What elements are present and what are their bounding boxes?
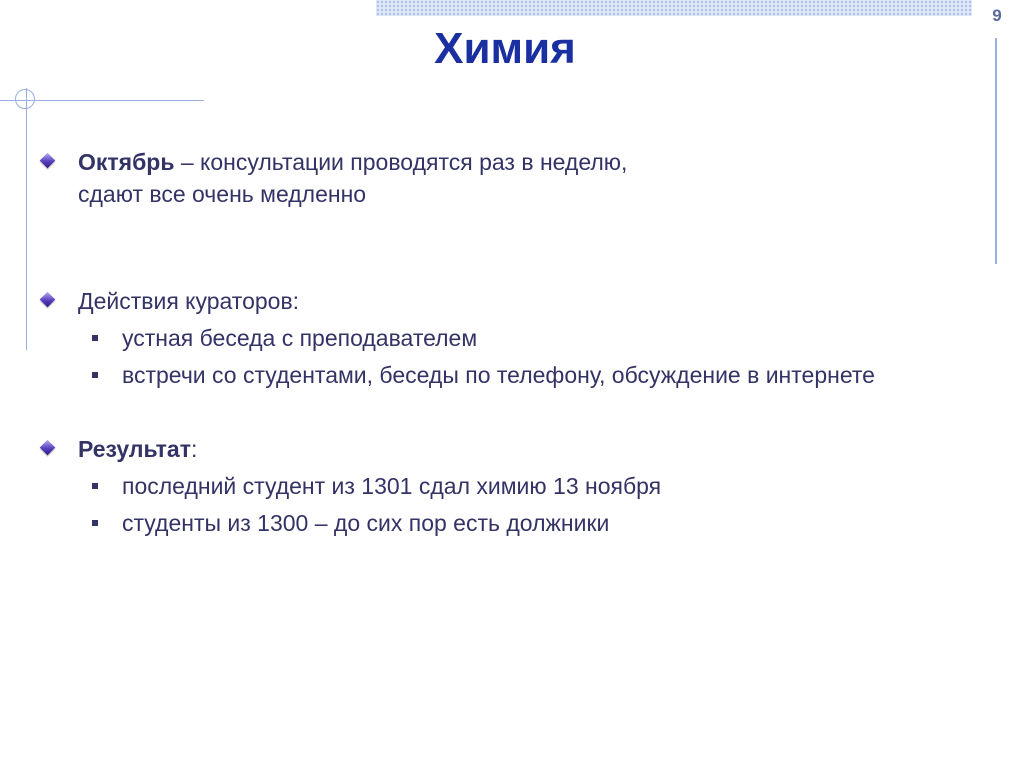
sub-bullet-item xyxy=(92,470,992,502)
sub-bullet-text: студенты из 1300 – до сих пор есть должники xyxy=(122,510,610,536)
square-bullet-icon xyxy=(92,483,98,489)
sub-bullet-text: последний студент из 1301 сдал химию 13 ноября xyxy=(122,473,662,499)
slide-title: Химия xyxy=(434,24,576,73)
bullet-october-line2: сдают все очень медленно xyxy=(78,181,367,207)
diamond-bullet-icon xyxy=(40,440,56,456)
sub-bullet-text: встречи со студентами, беседы по телефону, обсуждение в интернете xyxy=(122,362,875,388)
bullet-result-text xyxy=(78,433,972,465)
sub-bullet-text: устная беседа с преподавателем xyxy=(122,325,478,351)
bullet-result xyxy=(42,433,972,465)
diamond-bullet-icon xyxy=(40,153,56,169)
square-bullet-icon xyxy=(92,335,98,341)
bullet-october-text xyxy=(78,146,972,210)
square-bullet-icon xyxy=(92,520,98,526)
bullet-october-line1: – консультации проводятся раз в неделю, xyxy=(174,149,628,175)
square-bullet-icon xyxy=(92,372,98,378)
bullet-october-bold: Октябрь xyxy=(78,149,175,175)
bullet-result-colon: : xyxy=(190,436,198,462)
bullet-curator-actions-text: Действия кураторов: xyxy=(78,288,300,314)
vertical-rule xyxy=(26,88,27,350)
diamond-bullet-icon xyxy=(40,292,56,308)
sub-bullet-item xyxy=(92,359,992,391)
sub-bullet-item xyxy=(92,507,992,539)
sub-bullet-item xyxy=(92,322,992,354)
crosshair-circle-icon xyxy=(15,89,35,109)
bullet-october xyxy=(42,146,972,210)
bullet-result-bold: Результат xyxy=(78,436,191,462)
bullet-curator-actions xyxy=(42,285,972,317)
top-pattern-band xyxy=(376,0,972,16)
slide-number: 9 xyxy=(992,6,1002,25)
